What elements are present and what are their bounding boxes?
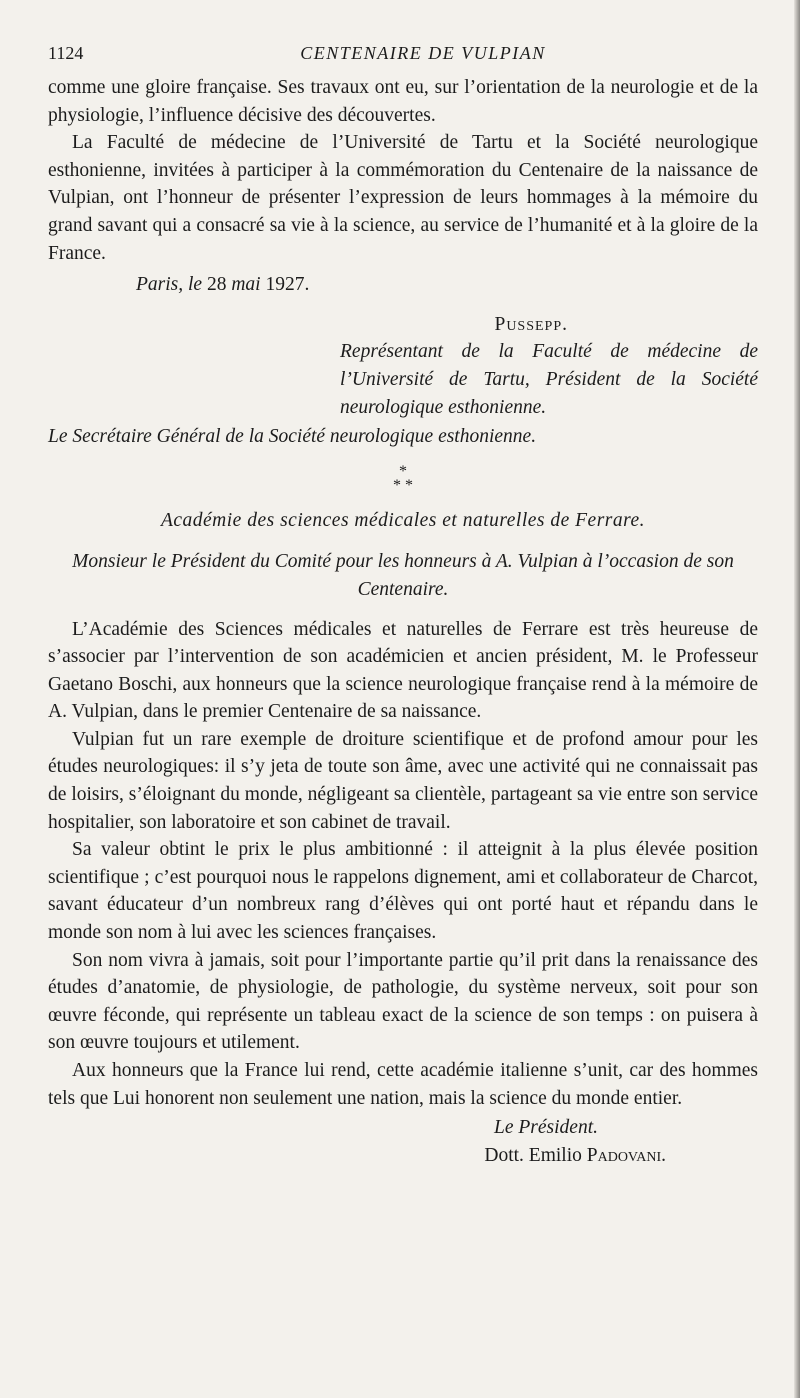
secretary-line: Le Secrétaire Général de la Société neurologique esthonienne. — [48, 426, 537, 448]
asterism-bottom-stars: * * — [393, 476, 413, 494]
paragraph-3: L’Académie des Sciences médicales et naturelles de Ferrare est très heureuse de s’associer par l’intervention de son académicien et ancien président, M. le Professeur Gaetano Boschi, aux honneurs que la science neurologique française rend à la mémoire de A. Vulpian, dans le premier Centenaire de sa naissance. — [48, 618, 758, 723]
paragraph-7: Aux honneurs que la France lui rend, cette académie italienne s’unit, car des hommes tels que Lui honorent non seulement une nation, mais la science du monde entier. — [48, 1060, 758, 1109]
page-header — [48, 40, 758, 74]
running-title: CENTENAIRE DE VULPIAN — [300, 43, 546, 63]
salutation: Monsieur le Président du Comité pour les honneurs à A. Vulpian à l’occasion de son Centenaire. — [72, 551, 734, 600]
signatory-rest: usse — [506, 313, 545, 335]
signatory-title: Représentant de la Faculté de médecine de l’Université de Tartu, Président de la Société neurologique esthonienne. — [340, 341, 758, 418]
date-year: 1927. — [265, 274, 310, 296]
page-edge-shadow — [794, 0, 800, 1398]
paragraph-6: Son nom vivra à jamais, soit pour l’importante partie qu’il prit dans la renaissance des études d’anatomie, de physiologie, de pathologie, du système nerveux, soit pour son œuvre féconde, qui représente un tableau exact de la science de son temps : on puisera à son œuvre toujours et utilement. — [48, 949, 758, 1054]
closing-title: Le Président. — [494, 1117, 598, 1139]
signatory-initial: P — [494, 313, 507, 335]
date-day: 28 — [206, 274, 227, 296]
paragraph-2: La Faculté de médecine de l’Université de Tartu et la Société neurologique esthonienne, invitées à participer à la commémoration du Centenaire de la naissance de Vulpian, ont l’honneur de présenter l’expression de leurs hommages à la mémoire du grand savant qui a consacré sa vie à la science, au service de l’humanité et à la gloire de la France. — [48, 132, 758, 264]
date-month: mai — [231, 274, 261, 296]
page-number: 1124 — [48, 43, 84, 63]
signatory-end: pp. — [544, 313, 568, 335]
closing-prefix: Dott. Emilio — [484, 1144, 582, 1166]
institution-heading: Académie des sciences médicales et naturelles de Ferrare. — [160, 509, 646, 531]
document-page — [48, 40, 758, 1169]
separator-asterism — [48, 462, 758, 499]
closing-surname-rest: adovani. — [597, 1144, 666, 1166]
signatory-name — [48, 311, 758, 339]
letter-date — [136, 271, 758, 299]
paragraph-4: Vulpian fut un rare exemple de droiture scientifique et de profond amour pour les études neurologiques: il s’y jeta de toute son âme, avec une activité qui ne connaissait pas de loisirs, s’éloignant du monde, négligeant sa clientèle, partageant sa vie entre son service hospitalier, son laboratoire et son cabinet de travail. — [48, 728, 758, 833]
paragraph-5: Sa valeur obtint le prix le plus ambitionné : il atteignit à la plus élevée position scientifique ; c’est pourquoi nous le rappelons dignement, ami et collaborateur de Charcot, savant éducateur d’un nombreux rang d’élèves qui ont porté haut et répandu dans le monde son nom à lui avec les sciences françaises. — [48, 839, 758, 944]
paragraph-1: comme une gloire française. Ses travaux ont eu, sur l’orientation de la neurologie et de la physiologie, l’influence décisive des découvertes. — [48, 77, 758, 126]
date-place: Paris, le — [136, 274, 203, 296]
closing-signature — [48, 1142, 758, 1170]
closing-surname-initial: P — [586, 1144, 598, 1166]
asterism-top-star: * — [399, 462, 407, 480]
